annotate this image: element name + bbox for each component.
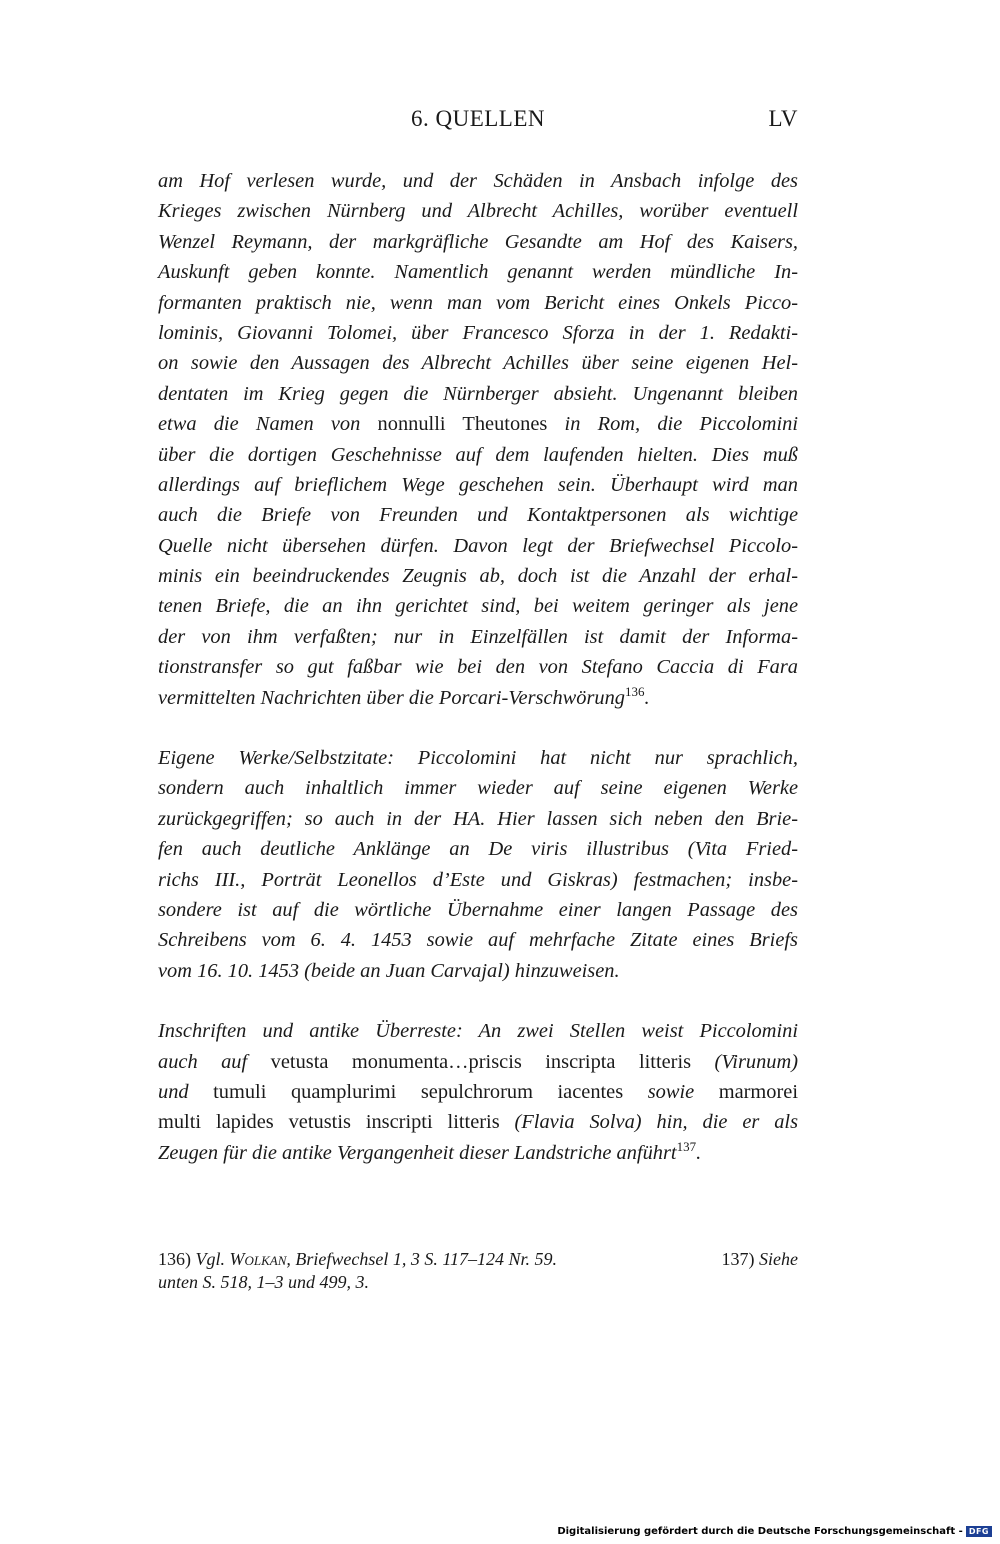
text-line — [158, 409, 798, 439]
text-line — [158, 1107, 798, 1137]
dfg-logo-icon: DFG — [966, 1526, 992, 1537]
text-segment: auch die Briefe von Freunden und Kontaktpersonen als wichtige — [158, 504, 798, 527]
text-segment: sondern auch inhaltlich immer wieder auf seine eigenen Werke — [158, 777, 798, 800]
footnote-ref: 136 — [625, 683, 645, 699]
text-line — [158, 1138, 798, 1168]
text-segment: Quelle nicht übersehen dürfen. Davon legt der Briefwechsel Piccolo- — [158, 534, 798, 557]
running-head — [158, 106, 798, 140]
text-segment: tionstransfer so gut faßbar wie bei den von Stefano Caccia di Fara — [158, 656, 798, 679]
paragraph — [158, 1016, 798, 1168]
text-segment: und — [158, 1080, 214, 1103]
text-segment: (Flavia Solva) hin, die er als — [499, 1111, 799, 1134]
footnote-137-text: Siehe — [759, 1249, 798, 1269]
text-line — [158, 683, 798, 713]
text-line — [158, 196, 798, 226]
text-segment: vom 16. 10. 1453 (beide an Juan Carvajal) hinzuweisen. — [158, 959, 620, 982]
text-line — [158, 227, 798, 257]
text-segment: on sowie den Aussagen des Albrecht Achilles über seine eigenen Hel- — [158, 352, 798, 375]
text-segment: Wenzel Reymann, der markgräfliche Gesandte am Hof des Kaisers, — [158, 230, 798, 253]
text-line — [158, 500, 798, 530]
footnote-136-text: , Briefwechsel 1, 3 S. 117–124 Nr. 59. — [286, 1249, 558, 1269]
text-segment: (Virunum) — [691, 1050, 798, 1073]
chapter-title: 6. QUELLEN — [410, 106, 546, 131]
footnote-line-1 — [158, 1248, 798, 1271]
text-line — [158, 1047, 798, 1077]
text-line — [158, 652, 798, 682]
text-segment: multi lapides vetustis inscripti litteris — [158, 1111, 500, 1134]
text-segment: der von ihm verfaßten; nur in Einzelfällen ist damit der Informa- — [158, 625, 798, 648]
text-line — [158, 591, 798, 621]
text-segment: Eigene Werke/Selbstzitate: Piccolomini hat nicht nur sprachlich, — [158, 747, 798, 770]
text-segment: lominis, Giovanni Tolomei, über Francesco Sforza in der 1. Redakti- — [158, 321, 798, 344]
funding-credit — [557, 1526, 992, 1537]
text-segment: über die dortigen Geschehnisse auf dem laufenden hielten. Dies muß — [158, 443, 798, 466]
text-segment: in Rom, die Piccolomini — [547, 413, 799, 436]
text-segment: dentaten im Krieg gegen die Nürnberger absieht. Ungenannt bleiben — [158, 382, 798, 405]
text-segment: sondere ist auf die wörtliche Übernahme einer langen Passage des — [158, 898, 798, 921]
text-line — [158, 925, 798, 955]
text-segment: etwa die Namen von — [158, 413, 378, 436]
text-segment: tumuli quamplurimi sepulchrorum iacentes — [213, 1080, 624, 1103]
text-segment: Auskunft geben konnte. Namentlich genannt werden mündliche In- — [158, 261, 798, 284]
text-segment: allerdings auf brieflichem Wege geschehen sein. Überhaupt wird man — [158, 473, 798, 496]
text-segment: tenen Briefe, die an ihn gerichtet sind, bei weitem geringer als jene — [158, 595, 798, 618]
text-segment: marmorei — [718, 1080, 798, 1103]
footnotes — [158, 1248, 798, 1294]
text-line — [158, 804, 798, 834]
text-line — [158, 531, 798, 561]
text-line — [158, 318, 798, 348]
footnote-137 — [722, 1248, 798, 1271]
footnote-136-label: 136) — [158, 1249, 191, 1269]
text-segment: vermittelten Nachrichten über die Porcari-Verschwörung — [158, 686, 626, 709]
text-segment: minis ein beeindruckendes Zeugnis ab, doch ist die Anzahl der erhal- — [158, 565, 798, 588]
text-line — [158, 379, 798, 409]
text-line — [158, 834, 798, 864]
footnote-137-label: 137) — [721, 1249, 755, 1269]
paragraph — [158, 743, 798, 986]
text-line — [158, 1016, 798, 1046]
page-number: LV — [768, 106, 798, 131]
text-line — [158, 561, 798, 591]
text-line — [158, 166, 798, 196]
text-line — [158, 288, 798, 318]
text-segment: fen auch deutliche Anklänge an De viris illustribus (Vita Fried- — [158, 838, 798, 861]
body-text — [158, 166, 798, 1168]
text-line — [158, 440, 798, 470]
footnote-136-vgl: Vgl. — [195, 1249, 225, 1269]
text-line — [158, 470, 798, 500]
text-line — [158, 1077, 798, 1107]
text-segment: Schreibens vom 6. 4. 1453 sowie auf mehrfache Zitate eines Briefs — [158, 929, 798, 952]
text-segment: auch auf — [158, 1050, 271, 1073]
text-line — [158, 956, 798, 986]
footnote-ref: 137 — [676, 1138, 697, 1154]
text-segment: Inschriften und antike Überreste: An zwei Stellen weist Piccolomini — [158, 1020, 798, 1043]
text-segment: richs III., Porträt Leonellos d’Este und Giskras) festmachen; insbe- — [158, 868, 798, 891]
text-line — [158, 622, 798, 652]
text-line — [158, 773, 798, 803]
credit-text: Digitalisierung gefördert durch die Deutsche Forschungsgemeinschaft - — [557, 1526, 963, 1537]
footnote-136-author: Wolkan — [229, 1249, 287, 1269]
text-segment: sowie — [623, 1080, 719, 1103]
text-line — [158, 257, 798, 287]
text-segment: . — [696, 1141, 702, 1164]
text-line — [158, 895, 798, 925]
text-segment: nonnulli Theutones — [377, 413, 548, 436]
footnote-136 — [158, 1248, 557, 1271]
text-segment: Zeugen für die antike Vergangenheit dieser Landstriche anführt — [158, 1141, 677, 1164]
text-segment: Krieges zwischen Nürnberg und Albrecht Achilles, worüber eventuell — [158, 200, 798, 223]
text-segment: . — [644, 686, 650, 709]
paragraph — [158, 166, 798, 713]
footnote-137-continued: unten S. 518, 1–3 und 499, 3. — [158, 1272, 369, 1292]
text-line — [158, 865, 798, 895]
text-segment: am Hof verlesen wurde, und der Schäden in Ansbach infolge des — [158, 170, 798, 192]
text-line — [158, 743, 798, 773]
text-line — [158, 348, 798, 378]
text-segment: vetusta monumenta…priscis inscripta litteris — [270, 1050, 692, 1073]
text-segment: formanten praktisch nie, wenn man vom Bericht eines Onkels Picco- — [158, 291, 798, 314]
text-segment: zurückgegriffen; so auch in der HA. Hier lassen sich neben den Brie- — [158, 807, 798, 830]
